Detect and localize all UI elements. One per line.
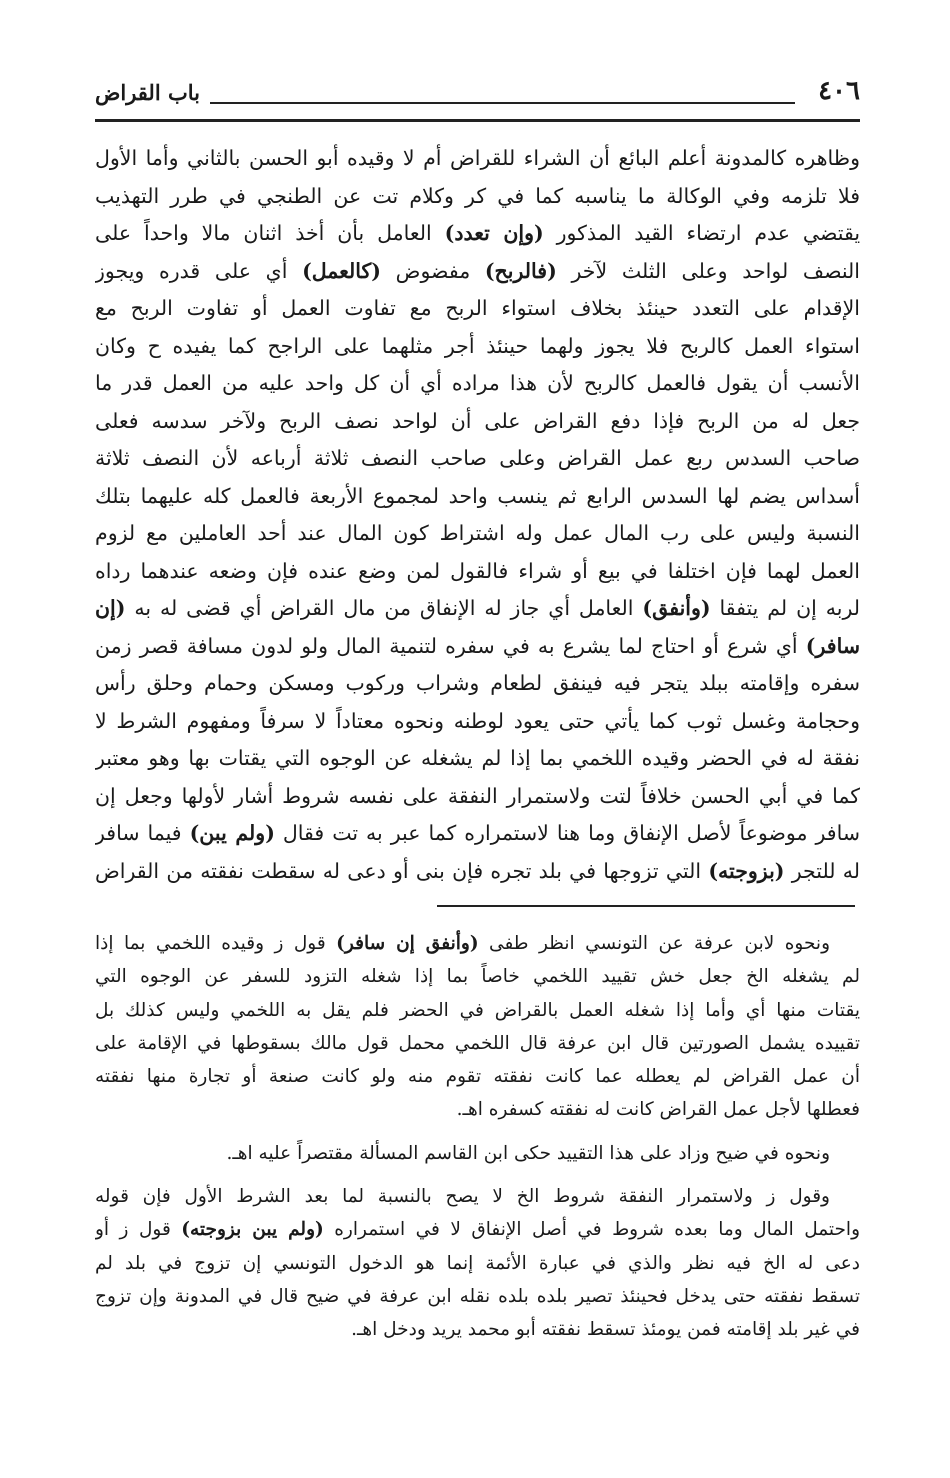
footnote-line: دعى له الخ فيه نظر والذي في عبارة الأئمة إنما هو الدخول التونسي إن تزوج في بلد لم [95, 1252, 860, 1274]
text-line: استواء العمل كالربح فلا يجوز ولهما حينئذ أجر مثلهما على الراجح كما يفيده ح وكان [95, 333, 860, 358]
footnote-line: واحتمل المال وما بعده شروط في أصل الإنفاق لا في استمراره (ولم يبن بزوجته) قول ز أو [95, 1219, 860, 1241]
footnote-line: أن عمل القراض لم يعطله عما كانت نفقته تقوم منه ولو كانت صنعة أو تجارة منها نفقته [95, 1066, 860, 1088]
footnote-line: تقييده يشمل الصورتين قال ابن عرفة قال اللخمي محمل قول مالك بسقوطها في الإقامة على [95, 1032, 860, 1054]
text-line: الإقدام على التعدد حينئذ بخلاف استواء الربح مع تفاوت العمل أو تفاوت الربح مع [95, 296, 860, 320]
footnote-paragraph [95, 1180, 860, 1346]
text-line: أسداس يضم لها السدس الرابع ثم ينسب واحد لمجموع الأربعة فالعمل كله عليهما بتلك [95, 483, 860, 508]
text-line: العمل لهما فإن اختلفا في بيع أو شراء فالقول لمن وضع عنده فإن وضعه عندهما رداه [95, 558, 860, 583]
text-line: النصف لواحد وعلى الثلث لآخر (فالربح) مفضوض (كالعمل) أي على قدره ويجوز [95, 258, 860, 283]
footnote-line: يقتات منها أي وأما إذا شغله العمل بالقراض في الحضر فلم يقل به اللخمي وليس كذلك بل [95, 999, 860, 1021]
text-line: له للتجر (بزوجته) التي تزوجها في بلد تجره فإن بنى أو دعى له سقطت نفقته من القراض [95, 858, 860, 883]
text-line: سافر موضوعاً لأصل الإنفاق وما هنا لاستمراره كما عبر به تت فقال (ولم يبن) فيما سافر [95, 821, 860, 845]
text-line: كما في أبي الحسن خلافاً لتت ولاستمرار النفقة على نفسه شروط أشار لأولها وجعل إن [95, 783, 860, 808]
text-line: صاحب السدس ربع عمل القراض وعلى صاحب النصف ثلاثة أرباعه لأن النصف ثلاثة [95, 446, 860, 470]
footnote-paragraph [95, 1137, 860, 1170]
footnote-line: ونحوه في ضيح وزاد على هذا التقييد حكى ابن القاسم المسألة مقتصراً عليه اهـ. [226, 1142, 830, 1164]
footnote-separator [437, 905, 855, 907]
footnote-paragraph [95, 927, 860, 1127]
text-line: فلا تلزمه وفي الوكالة ما يناسبه كما في كر وكلام تت عن الطنجي في طرر التهذيب [95, 183, 860, 208]
footnotes-section [95, 927, 860, 1357]
footnote-line: تسقط نفقته حتى يدخل فحينئذ تصير بلده بلده نقله ابن عرفة في ضيح قال في المدونة وإن تزوج [95, 1285, 860, 1307]
footnote-line: فعطلها لأجل عمل القراض كانت له نفقته كسفره اهـ. [456, 1099, 860, 1121]
text-line: نفقة له في الحضر وقيده اللخمي بما إذا لم يشغله عن الوجوه التي يقتات بها وهو معتبر [95, 746, 860, 770]
footnote-line: ونحوه لابن عرفة عن التونسي انظر طفى (وأنفق إن سافر) قول ز وقيده اللخمي بما إذا [95, 933, 831, 954]
text-line: سافر) أي شرع أو احتاج لما يشرع به في سفره لتنمية المال ولو لدون مسافة قصر زمن [95, 633, 860, 658]
text-line: جعل له من الربح فإذا دفع القراض على أن لواحد نصف الربح ولآخر سدسه فعلى [95, 408, 860, 433]
header-rule [95, 119, 860, 122]
footnote-line: في غير بلد إقامته فمن يومئذ تسقط نفقته أبو محمد يريد ودخل اهـ. [351, 1319, 860, 1341]
page-number: ٤٠٦ [818, 76, 860, 106]
chapter-title: باب القراض [95, 80, 200, 105]
text-line: الأنسب أن يقول فالعمل كالربح لأن هذا مراده أي أن كل واحد عليه من العمل قدر ما [95, 371, 860, 395]
text-line: وحجامة وغسل ثوب كما يأتي حتى يعود لوطنه ونحوه معتاداً لا سرفاً ومفهوم الشرط لا [95, 708, 860, 733]
text-line: يقتضي عدم ارتضاء القيد المذكور (وإن تعدد) العامل بأن أخذ اثنان مالا واحداً على [95, 221, 860, 245]
text-line: لربه إن لم يتفقا (وأنفق) العامل أي جاز له الإنفاق من مال القراض أي قضى له به (إن [95, 596, 860, 620]
text-line: النسبة وليس على رب المال عمل وله اشتراط كون المال عند أحد العاملين مع لزوم [95, 521, 860, 545]
text-line: وظاهره كالمدونة أعلم البائع أن الشراء للقراض أم لا وقيده أبو الحسن بالثاني وأما الأول [95, 146, 860, 170]
page-header [95, 68, 860, 114]
footnote-line: وقول ز ولاستمرار النفقة شروط الخ لا يصح بالنسبة لما بعد الشرط الأول فإن قوله [95, 1186, 830, 1208]
main-text-body [95, 140, 860, 890]
footnote-line: لم يشغله الخ جعل خش تقييد اللخمي خاصاً بما إذا شغله التزود للسفر عن الوجوه التي [95, 966, 860, 988]
header-dash-rule [210, 102, 795, 104]
text-line: سفره وإقامته ببلد يتجر فيه فينفق لطعام وشراب وركوب ومسكن وحمام وحلق رأس [95, 671, 860, 695]
